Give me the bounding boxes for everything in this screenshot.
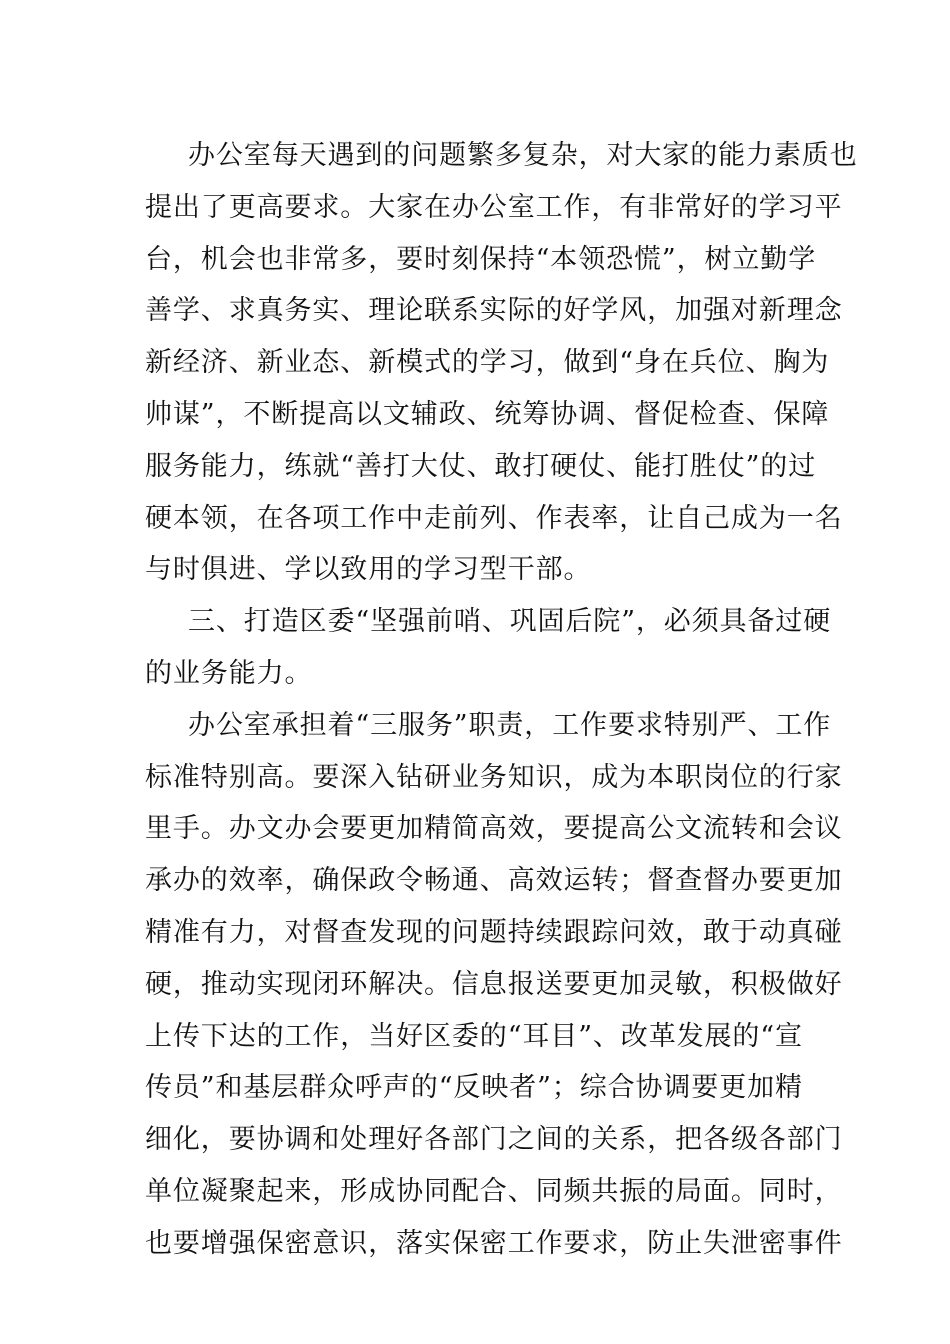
paragraph-1-line-2: 提出了更高要求。大家在办公室工作，有非常好的学习平 [145,191,843,223]
paragraph-2-line-1: 办公室承担着“三服务”职责，工作要求特别严、工作 [188,709,832,741]
paragraph-2-line-9: 细化，要协调和处理好各部门之间的关系，把各级各部门 [145,1124,843,1156]
paragraph-1-line-3: 台，机会也非常多，要时刻保持“本领恐慌”，树立勤学 [145,243,817,275]
paragraph-1-line-4: 善学、求真务实、理论联系实际的好学风，加强对新理念 [145,295,843,327]
section-heading-line-2: 的业务能力。 [145,657,313,689]
paragraph-1-line-6: 帅谋”，不断提高以文辅政、统筹协调、督促检查、保障 [145,398,830,430]
paragraph-2-line-11: 也要增强保密意识，落实保密工作要求，防止失泄密事件 [145,1227,843,1259]
paragraph-1-line-7: 服务能力，练就“善打大仗、敢打硬仗、能打胜仗”的过 [145,450,817,482]
document-body [145,130,858,1270]
paragraph-1-line-9: 与时俱进、学以致用的学习型干部。 [145,554,592,586]
paragraph-2-line-3: 里手。办文办会要更加精简高效，要提高公文流转和会议 [145,813,843,845]
paragraph-2-line-2: 标准特别高。要深入钻研业务知识，成为本职岗位的行家 [145,761,843,793]
paragraph-1-line-5: 新经济、新业态、新模式的学习，做到“身在兵位、胸为 [145,347,830,379]
paragraph-1-line-8: 硬本领，在各项工作中走前列、作表率，让自己成为一名 [145,502,843,534]
paragraph-2-line-4: 承办的效率，确保政令畅通、高效运转；督查督办要更加 [145,865,843,897]
paragraph-2-line-6: 硬，推动实现闭环解决。信息报送要更加灵敏，积极做好 [145,968,843,1000]
section-heading-line-1: 三、打造区委“坚强前哨、巩固后院”，必须具备过硬 [188,606,832,638]
paragraph-2-line-7: 上传下达的工作，当好区委的“耳目”、改革发展的“宣 [145,1020,803,1052]
paragraph-2-line-10: 单位凝聚起来，形成协同配合、同频共振的局面。同时， [145,1175,843,1207]
paragraph-2-line-8: 传员”和基层群众呼声的“反映者”；综合协调要更加精 [145,1072,803,1104]
paragraph-2-line-5: 精准有力，对督查发现的问题持续跟踪问效，敢于动真碰 [145,916,843,948]
paragraph-1-line-1: 办公室每天遇到的问题繁多复杂，对大家的能力素质也 [188,140,858,171]
